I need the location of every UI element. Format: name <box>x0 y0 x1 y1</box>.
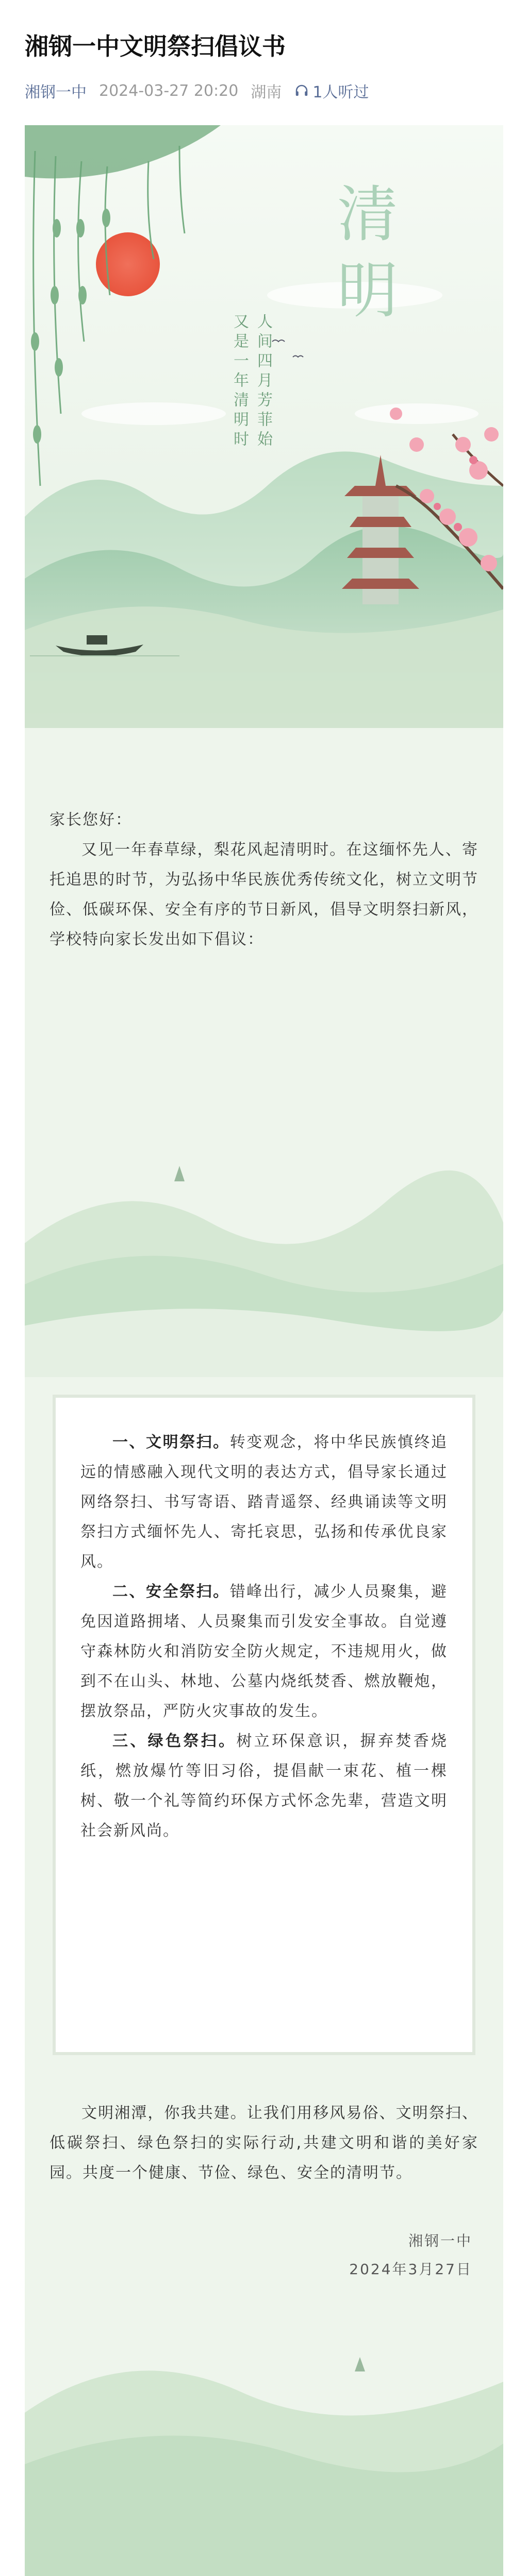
qingming-banner <box>25 125 503 728</box>
proposal-item-2 <box>80 1577 448 1726</box>
article-title: 湘钢一中文明祭扫倡议书 <box>25 32 286 60</box>
author-link[interactable]: 湘钢一中 <box>25 83 87 101</box>
letter-closing <box>50 2098 478 2188</box>
publish-region: 湖南 <box>251 83 282 101</box>
article-content <box>25 125 503 2576</box>
listen-count[interactable] <box>294 79 369 102</box>
banner-poem-right: 人间四月芳菲始 <box>254 313 272 450</box>
article-header <box>0 0 528 102</box>
proposal-item-1 <box>80 1428 448 1577</box>
article-meta <box>25 79 503 102</box>
proposal-item-2-text: 错峰出行，减少人员聚集，避免因道路拥堵、人员聚集而引发安全事故。自觉遵守森林防火和消防安全防火规定，不违规用火，做到不在山头、林地、公墓内烧纸焚香、燃放鞭炮，摆放祭品，严防火灾事故的发生。 <box>80 1583 448 1720</box>
proposal-item-3-text: 树立环保意识，摒弃焚香烧纸，燃放爆竹等旧习俗，提倡献一束花、植一棵树、敬一个礼等简约环保方式怀念先辈，营造文明社会新风尚。 <box>80 1732 448 1840</box>
banner-big-title: 清明 <box>327 182 398 334</box>
proposal-item-3 <box>80 1726 448 1846</box>
publish-datetime: 2024-03-27 20:20 <box>99 81 239 100</box>
proposal-box <box>56 1398 472 2052</box>
listen-label: 1人听过 <box>312 83 369 101</box>
mountain-divider-illustration <box>25 1089 503 1377</box>
letter-intro <box>50 805 478 955</box>
letter-signature: 湘钢一中 <box>408 2232 472 2249</box>
proposal-item-3-heading: 三、绿色祭扫。 <box>112 1732 237 1750</box>
mountain-footer-illustration <box>25 2310 503 2576</box>
banner-poem-left: 又是一年清明时 <box>230 313 249 450</box>
proposal-item-1-text: 转变观念，将中华民族慎终追远的情感融入现代文明的表达方式，倡导家长通过网络祭扫、书写寄语、踏青遥祭、经典诵读等文明祭扫方式缅怀先人、寄托哀思，弘扬和传承优良家风。 <box>80 1433 448 1571</box>
headphones-icon <box>294 83 309 98</box>
letter-greeting: 家长您好： <box>50 811 132 829</box>
letter-closing-text: 文明湘潭，你我共建。让我们用移风易俗、文明祭扫、低碳祭扫、绿色祭扫的实际行动,共建文明和谐的美好家园。共度一个健康、节俭、绿色、安全的清明节。 <box>50 2104 478 2182</box>
proposal-item-2-heading: 二、安全祭扫。 <box>112 1583 230 1601</box>
letter-date: 2024年3月27日 <box>349 2261 472 2278</box>
letter-intro-text: 又见一年春草绿，梨花风起清明时。在这缅怀先人、寄托追思的时节，为弘扬中华民族优秀传统文化，树立文明节俭、低碳环保、安全有序的节日新风，倡导文明祭扫新风，学校特向家长发出如下倡议： <box>50 841 478 948</box>
proposal-item-1-heading: 一、文明祭扫。 <box>112 1433 230 1451</box>
